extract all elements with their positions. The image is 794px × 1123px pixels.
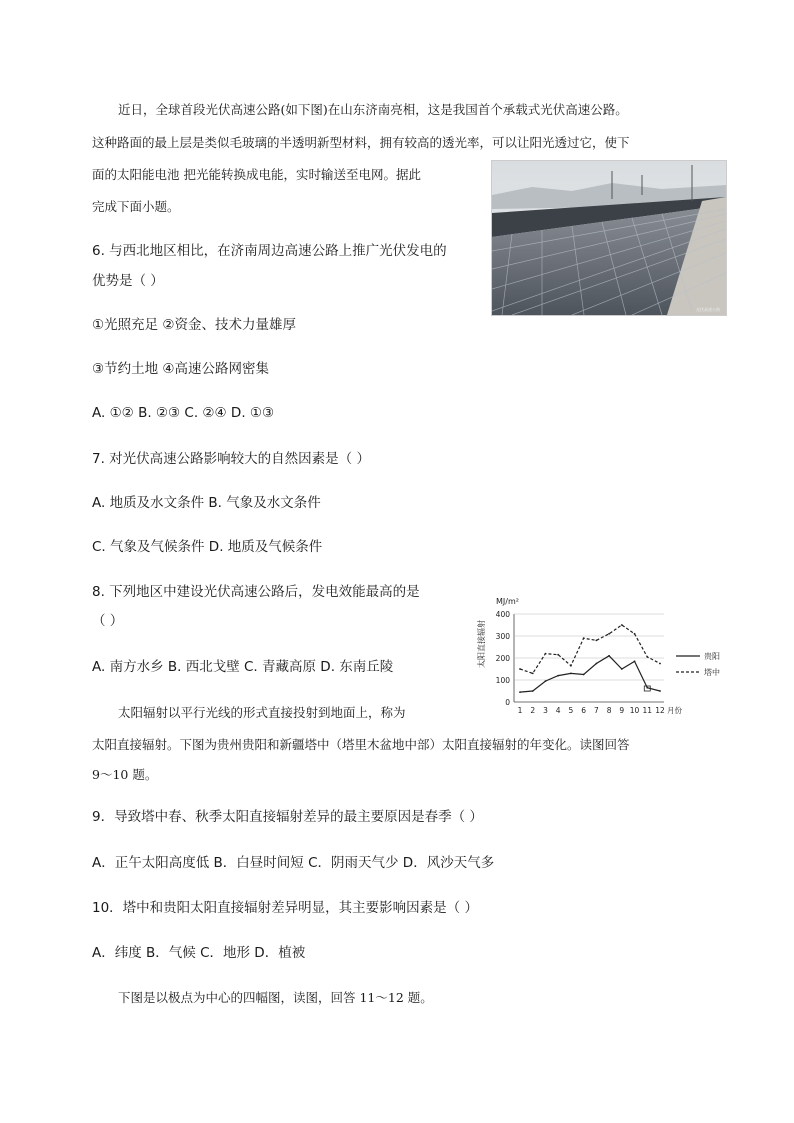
chart-y-axis-label: 太阳直接辐射 [477, 620, 486, 668]
intro-line-3: 面的太阳能电池 把光能转换成电能，实时输送至电网。据此 [92, 167, 421, 182]
chart-point [583, 637, 585, 639]
chart-y-tick-label: 0 [505, 698, 510, 707]
passage2-line-1: 太阳辐射以平行光线的形式直接投射到地面上，称为 [118, 705, 406, 720]
chart-series-line-1 [520, 625, 660, 673]
chart-x-tick-label: 9 [619, 706, 625, 715]
chart-unit-label: MJ/m² [496, 597, 519, 606]
chart-x-tick-label: 1 [517, 706, 523, 715]
chart-x-tick-label: 11 [642, 706, 653, 715]
chart-point [621, 668, 623, 670]
chart-point [532, 673, 534, 675]
chart-x-tick-label: 3 [543, 706, 548, 715]
chart-x-axis-label: 月份 [667, 706, 682, 715]
chart-x-tick-label: 6 [581, 706, 587, 715]
q7-choices-2: C. 气象及气候条件 D. 地质及气候条件 [92, 539, 323, 555]
chart-point [519, 668, 521, 670]
chart-x-tick-label: 7 [593, 706, 599, 715]
passage3-line-1: 下图是以极点为中心的四幅图，读图，回答 11～12 题。 [118, 990, 433, 1005]
chart-point [659, 690, 661, 692]
radiation-chart [474, 590, 736, 725]
chart-y-tick-label: 100 [495, 676, 510, 685]
solar-highway-photo [491, 160, 727, 316]
chart-point [570, 665, 572, 667]
chart-point [545, 680, 547, 682]
chart-x-tick-label: 4 [555, 706, 561, 715]
chart-point [532, 690, 534, 692]
chart-series-line-0 [520, 656, 660, 692]
chart-point [634, 633, 636, 635]
passage2-line-2: 太阳直接辐射。下图为贵州贵阳和新疆塔中（塔里木盆地中部）太阳直接辐射的年变化。读图回答 [92, 737, 630, 752]
chart-point [646, 687, 648, 689]
chart-point [646, 656, 648, 658]
q6-choices: A. ①② B. ②③ C. ②④ D. ①③ [92, 405, 275, 421]
passage2-line-3: 9～10 题。 [92, 767, 158, 782]
intro-line-1: 近日，全球首段光伏高速公路(如下图)在山东济南亮相，这是我国首个承载式光伏高速公路。 [118, 102, 628, 117]
chart-point [608, 655, 610, 657]
chart-point [545, 653, 547, 655]
q8-stem-line-1: 8. 下列地区中建设光伏高速公路后，发电效能最高的是 [92, 584, 420, 600]
chart-point [595, 663, 597, 665]
chart-point [621, 624, 623, 626]
chart-point [583, 674, 585, 676]
chart-point [557, 654, 559, 656]
q7-stem: 7. 对光伏高速公路影响较大的自然因素是（ ） [92, 451, 370, 467]
chart-x-tick-label: 10 [629, 706, 640, 715]
chart-point [557, 675, 559, 677]
chart-x-tick-label: 2 [530, 706, 536, 715]
photo-caption: 光伏高速公路 [696, 307, 720, 312]
chart-legend-label: 贵阳 [704, 652, 720, 661]
chart-point [634, 660, 636, 662]
intro-line-2: 这种路面的最上层是类似毛玻璃的半透明新型材料，拥有较高的透光率，可以让阳光透过它，使下 [92, 135, 630, 150]
q6-option-2: ③节约土地 ④高速公路网密集 [92, 361, 269, 377]
q8-choices: A. 南方水乡 B. 西北戈壁 C. 青藏高原 D. 东南丘陵 [92, 659, 394, 675]
q9-choices: A．正午太阳高度低 B．白昼时间短 C．阴雨天气少 D．风沙天气多 [92, 855, 495, 871]
q6-stem-line-1: 6. 与西北地区相比，在济南周边高速公路上推广光伏发电的 [92, 243, 447, 259]
chart-point [659, 663, 661, 665]
chart-point [570, 673, 572, 675]
chart-y-tick-label: 200 [495, 654, 510, 663]
q6-option-1: ①光照充足 ②资金、技术力量雄厚 [92, 317, 296, 333]
chart-point [519, 691, 521, 693]
chart-legend-label: 塔中 [704, 668, 720, 677]
chart-x-tick-label: 5 [568, 706, 574, 715]
q9-stem: 9．导致塔中春、秋季太阳直接辐射差异的最主要原因是春季（ ） [92, 809, 483, 825]
q10-choices: A．纬度 B．气候 C．地形 D．植被 [92, 945, 306, 961]
chart-x-tick-label: 12 [655, 706, 665, 715]
q8-stem-line-2: （ ） [92, 613, 124, 629]
q10-stem: 10．塔中和贵阳太阳直接辐射差异明显，其主要影响因素是（ ） [92, 900, 478, 916]
intro-line-4: 完成下面小题。 [92, 199, 180, 214]
q7-choices-1: A. 地质及水文条件 B. 气象及水文条件 [92, 495, 321, 511]
chart-point [608, 633, 610, 635]
chart-y-tick-label: 400 [495, 610, 510, 619]
chart-y-tick-label: 300 [495, 632, 510, 641]
chart-x-tick-label: 8 [606, 706, 612, 715]
q6-stem-line-2: 优势是（ ） [92, 273, 164, 289]
chart-point [595, 640, 597, 642]
